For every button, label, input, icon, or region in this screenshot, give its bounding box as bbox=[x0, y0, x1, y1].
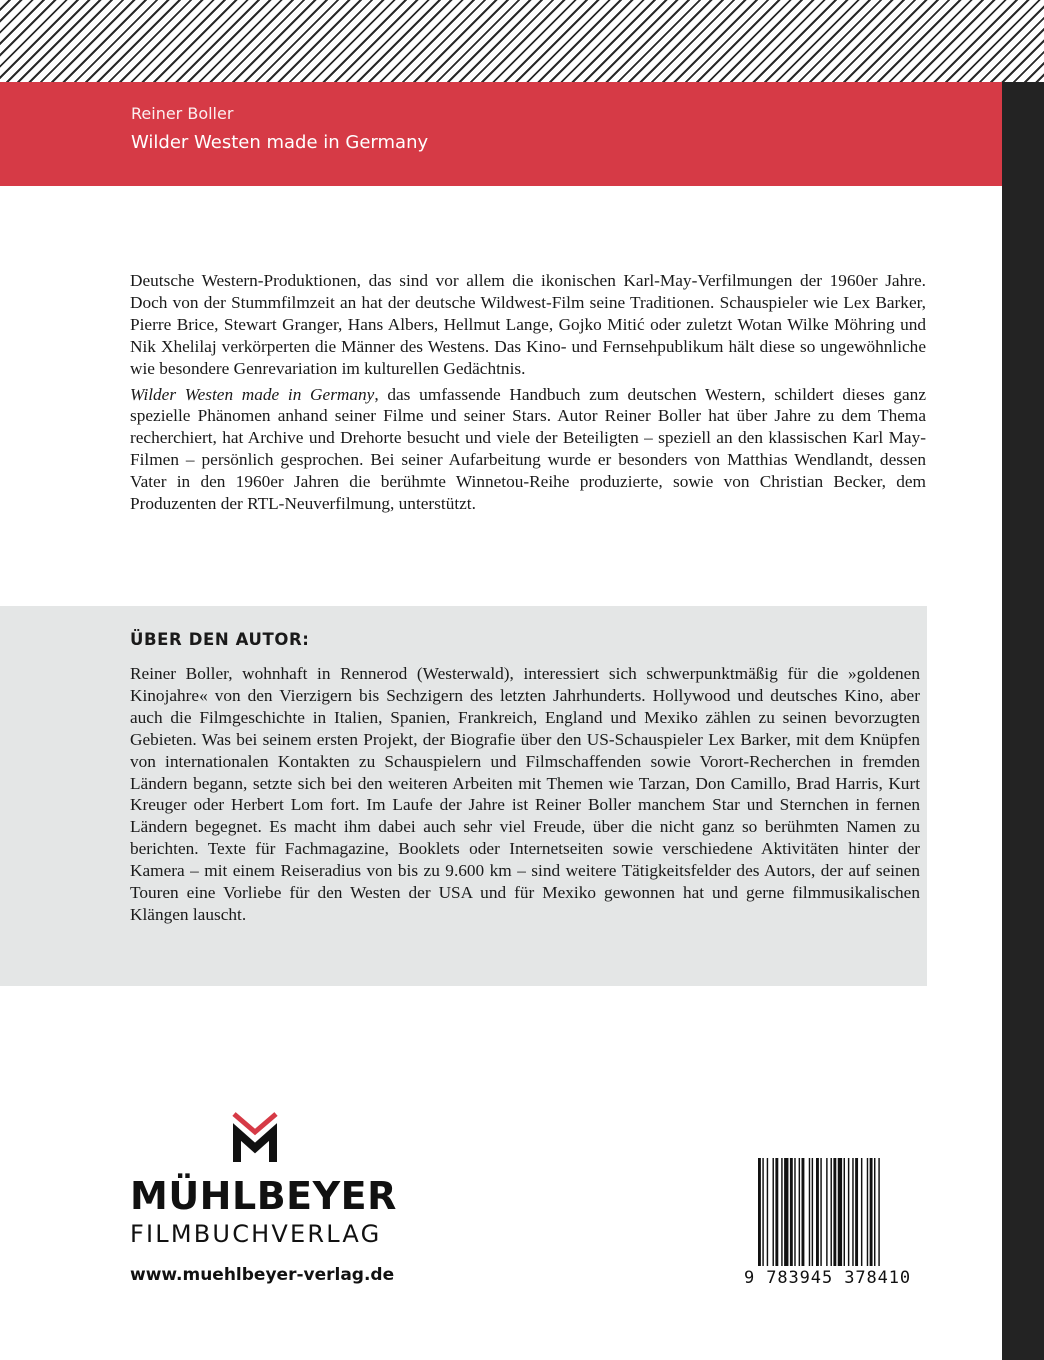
hatched-pattern-band bbox=[0, 0, 1044, 82]
barcode-bar bbox=[773, 1158, 774, 1266]
barcode-bar bbox=[820, 1158, 821, 1266]
barcode-bar bbox=[799, 1158, 800, 1266]
about-author-heading: ÜBER DEN AUTOR: bbox=[130, 630, 310, 649]
blurb-paragraph-2 bbox=[130, 384, 926, 515]
barcode-bar bbox=[838, 1158, 842, 1266]
barcode-bar bbox=[812, 1158, 813, 1266]
blurb-paragraph-2-text: , das umfassende Handbuch zum deutschen Western, schildert dieses ganz spezielle Phänomen anhand seiner Filme und seiner Stars. Autor Reiner Boller hat über Jahre zu dem Thema recherchiert, hat Archive und Drehorte besucht und viele der Beteiligten – speziell an den klassischen Karl May-Filmen – persönlich gesprochen. Bei seiner Aufarbeitung wurde er besonders von Matthias Wendlandt, dessen Vater in den 1960er Jahren die berühmte Winnetou-Reihe produzierte, sowie von Christian Becker, dem Produzenten der RTL-Neuverfilmung, unterstützt. bbox=[130, 384, 926, 514]
publisher-website: www.muehlbeyer-verlag.de bbox=[130, 1265, 395, 1285]
book-title: Wilder Westen made in Germany bbox=[131, 132, 429, 153]
isbn-digits: 9 783945 378410 bbox=[744, 1268, 912, 1288]
barcode-bar bbox=[852, 1158, 853, 1266]
publisher-subtitle: FILMBUCHVERLAG bbox=[130, 1220, 382, 1248]
spine-edge bbox=[1002, 82, 1044, 1360]
barcode-bar bbox=[758, 1158, 761, 1266]
barcode-bar bbox=[790, 1158, 793, 1266]
barcode-bar bbox=[794, 1158, 795, 1266]
barcode-bar bbox=[781, 1158, 782, 1266]
barcode-bar bbox=[784, 1158, 788, 1266]
barcode-bar bbox=[833, 1158, 836, 1266]
barcode-bar bbox=[816, 1158, 819, 1266]
barcode-bar bbox=[767, 1158, 768, 1266]
barcode-bar bbox=[775, 1158, 778, 1266]
barcode-bar bbox=[809, 1158, 810, 1266]
about-author-text: Reiner Boller, wohnhaft in Rennerod (Westerwald), interessiert sich schwerpunktmäßig für die »goldenen Kinojahre« von den Vierzigern bis Sechzigern des letzten Jahrhunderts. Hollywood und deutsches Kino, aber auch die Filmgeschichte in Italien, Spanien, Frankreich, England und Mexiko zählen zu seinen bevorzugten Gebieten. Was bei seinem ersten Projekt, der Biografie über den US-Schauspieler Lex Barker, mit dem Knüpfen von internationalen Kontakten zu Schauspielern und Filmschaffenden sowie Vorort-Recherchen in fremden Ländern begann, setzte sich bei den weiteren Arbeiten mit Themen wie Tarzan, Don Camillo, Brad Harris, Kurt Kreuger oder Herbert Lom fort. Im Laufe der Jahre ist Reiner Boller manchem Star und Sternchen in fernen Ländern begegnet. Es macht ihm dabei auch sehr viel Freude, über die nicht ganz so berühmten Namen zu berichten. Texte für Fachmagazine, Booklets oder Internetseiten sowie verschiedene Aktivitäten hinter der Kamera – mit einem Reiseradius von bis zu 9.600 km – sind weitere Tätigkeitsfelder des Autors, der auf seinen Touren eine Vorliebe für den Westen der USA und für Mexiko gewonnen hat und gerne filmmusikalischen Klängen lauscht. bbox=[130, 664, 920, 924]
barcode-bar bbox=[861, 1158, 862, 1266]
barcode-bar bbox=[831, 1158, 832, 1266]
barcode-bar bbox=[855, 1158, 858, 1266]
barcode-bar bbox=[844, 1158, 845, 1266]
m-logo-icon bbox=[232, 1108, 278, 1162]
barcode-bar bbox=[826, 1158, 827, 1266]
barcode-bar bbox=[870, 1158, 873, 1266]
barcode-bar bbox=[762, 1158, 763, 1266]
barcode-bar bbox=[802, 1158, 805, 1266]
about-author-section bbox=[0, 606, 927, 986]
barcode-bar bbox=[874, 1158, 875, 1266]
barcode-bar bbox=[878, 1158, 879, 1266]
book-blurb bbox=[130, 270, 926, 521]
barcode-bars bbox=[758, 1158, 920, 1266]
isbn-barcode bbox=[744, 1158, 924, 1298]
barcode-bar bbox=[867, 1158, 868, 1266]
blurb-paragraph-1: Deutsche Western-Produktionen, das sind vor allem die ikonischen Karl-May-Verfilmungen der 1960er Jahre. Doch von der Stummfilmzeit an hat der deutsche Wildwest-Film seine Traditionen. Schauspieler wie Lex Barker, Pierre Brice, Stewart Granger, Hans Albers, Hellmut Lange, Gojko Mitić oder zuletzt Wotan Wilke Möhring und Nik Xhelilaj verkörperten die Männer des Westens. Das Kino- und Fernsehpublikum hält diese so ungewöhnliche wie besondere Genrevariation im kulturellen Gedächtnis. bbox=[130, 271, 926, 378]
title-banner bbox=[0, 82, 1002, 186]
author-name: Reiner Boller bbox=[131, 104, 234, 123]
publisher-name: MÜHLBEYER bbox=[130, 1174, 397, 1218]
barcode-bar bbox=[848, 1158, 849, 1266]
blurb-book-title: Wilder Westen made in Germany bbox=[130, 384, 375, 404]
